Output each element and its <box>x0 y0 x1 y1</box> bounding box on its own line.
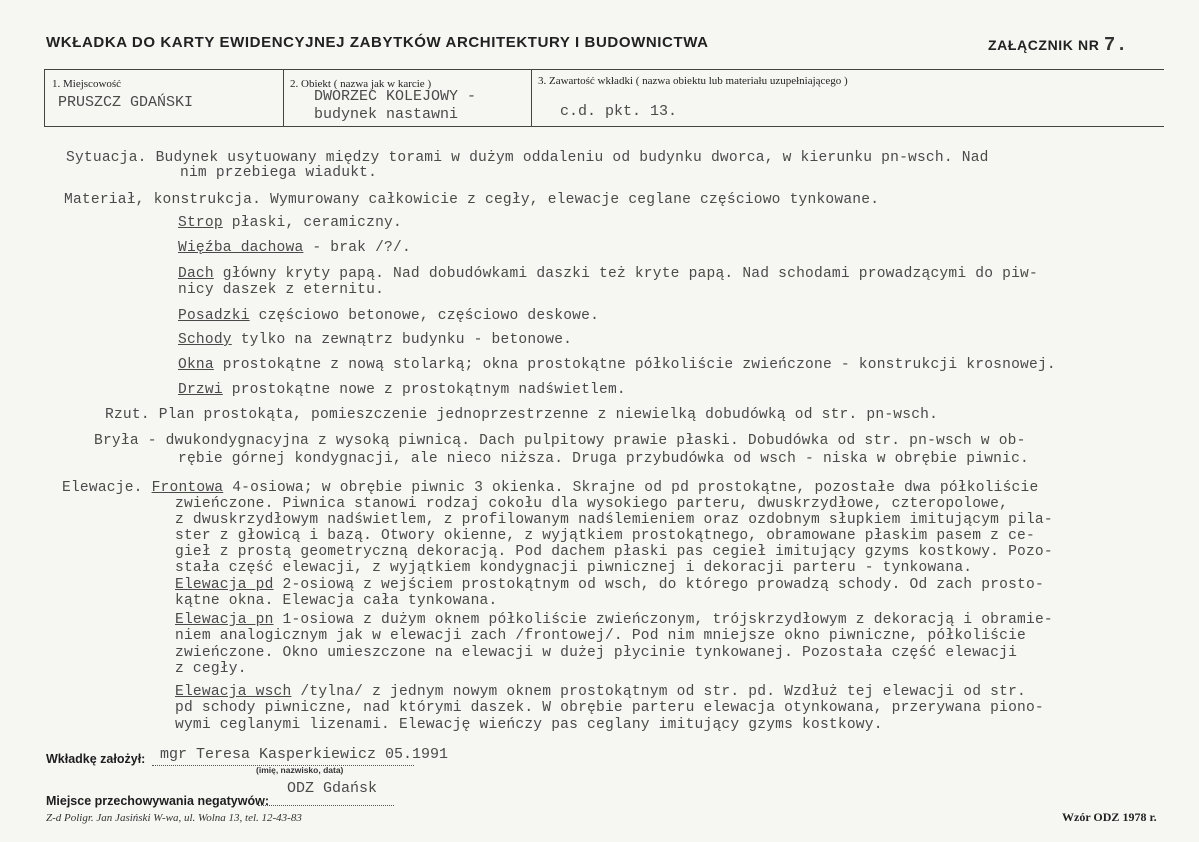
body-line: Elewacje. Frontowa 4-osiowa; w obrębie piwnic 3 okienka. Skrajne od pd prostokątne, pozostałe dwa półkoliście <box>62 480 1039 496</box>
body-line: Elewacja pd 2-osiową z wejściem prostokątnym od wsch, do którego prowadzą schody. Od zach prosto- <box>175 577 1044 593</box>
body-line: nim przebiega wiadukt. <box>180 165 378 181</box>
body-line: niem analogicznym jak w elewacji zach /frontowej/. Pod nim mniejsze okno piwniczne, półkoliście <box>175 628 1026 644</box>
body-line: Sytuacja. Budynek usytuowany między torami w dużym oddaleniu od budynku dworca, w kierunku pn-wsch. Nad <box>66 150 989 166</box>
subheading-okna: Okna <box>178 357 214 373</box>
printer-note: Z-d Poligr. Jan Jasiński W-wa, ul. Wolna 13, tel. 12-43-83 <box>46 812 302 824</box>
field-content-label: 3. Zawartość wkładki ( nazwa obiektu lub materiału uzupełniającego ) <box>538 75 848 87</box>
body-line: Strop płaski, ceramiczny. <box>178 215 402 231</box>
storage-value: ODZ Gdańsk <box>287 780 378 797</box>
body-line: Elewacja pn 1-osiowa z dużym oknem półkoliście zwieńczonym, trójskrzydłowym z dekoracją i obramie- <box>175 612 1053 628</box>
author-label: Wkładkę założył: <box>46 752 146 766</box>
body-line: z dwuskrzydłowym nadświetlem, z profilowanym nadślemieniem oraz ozdobnym słupkiem imitującym pila- <box>175 512 1053 528</box>
subheading-dach: Dach <box>178 266 214 282</box>
subheading-wiezba: Więźba dachowa <box>178 240 304 256</box>
body-line: z cegły. <box>175 661 247 677</box>
subheading-elewacja-pd: Elewacja pd <box>175 577 274 593</box>
body-line: kątne okna. Elewacja cała tynkowana. <box>175 593 498 609</box>
card-title: WKŁADKA DO KARTY EWIDENCYJNEJ ZABYTKÓW ARCHITEKTURY I BUDOWNICTWA <box>46 34 709 51</box>
body-line: Drzwi prostokątne nowe z prostokątnym nadświetlem. <box>178 382 626 398</box>
body-line: Elewacja wsch /tylna/ z jednym nowym oknem prostokątnym od str. pd. Wzdłuż tej elewacji od str. <box>175 684 1026 700</box>
subheading-strop: Strop <box>178 215 223 231</box>
body-line: Dach główny kryty papą. Nad dobudówkami daszki też kryte papą. Nad schodami prowadzącymi do piw- <box>178 266 1038 282</box>
box-bottom-border <box>44 126 1164 127</box>
annex-number: 7. <box>1103 34 1128 56</box>
body-line: Posadzki częściowo betonowe, częściowo deskowe. <box>178 308 600 324</box>
subheading-posadzki: Posadzki <box>178 308 250 324</box>
body-line: gieł z prostą geometryczną dekoracją. Pod dachem płaski pas cegieł imitujący gzyms kostkowy. Pozo- <box>175 544 1053 560</box>
field-content-value: c.d. pkt. 13. <box>560 103 678 120</box>
subheading-elewacja-pn: Elewacja pn <box>175 612 274 628</box>
body-line: Materiał, konstrukcja. Wymurowany całkowicie z cegły, elewacje ceglane częściowo tynkowane. <box>64 192 880 208</box>
form-pattern: Wzór ODZ 1978 r. <box>1062 810 1157 824</box>
body-line: nicy daszek z eternitu. <box>178 282 385 298</box>
body-line: Rzut. Plan prostokąta, pomieszczenie jednoprzestrzenne z niewielką dobudówką od str. pn-wsch. <box>105 407 939 423</box>
subheading-drzwi: Drzwi <box>178 382 223 398</box>
storage-label: Miejsce przechowywania negatywów: <box>46 794 269 808</box>
storage-dotted-line <box>258 805 394 806</box>
body-line: stała część elewacji, z wyjątkiem kondygnacji piwnicznej i dekoracji parteru - tynkowana. <box>175 560 973 576</box>
field-object-value-line2: budynek nastawni <box>314 106 459 123</box>
box-left-border <box>44 69 45 127</box>
body-line: pd schody piwniczne, nad którymi daszek. W obrębie parteru elewacja otynkowana, przerywana piono- <box>175 700 1044 716</box>
box-divider-1 <box>283 69 284 127</box>
body-line: ster z głowicą i bazą. Otwory okienne, z wyjątkiem prostokątnego, obramowane płaskim pasem z ce- <box>175 528 1035 544</box>
body-line: rębie górnej kondygnacji, ale nieco niższa. Druga przybudówka od wsch - niska w obrębie piwnic. <box>178 451 1029 467</box>
subheading-schody: Schody <box>178 332 232 348</box>
field-place-label: 1. Miejscowość <box>52 78 122 90</box>
body-line: zwieńczone. Piwnica stanowi rodzaj cokołu dla wysokiego parteru, dwuskrzydłowe, czteropolowe, <box>175 496 1009 512</box>
annex-text: ZAŁĄCZNIK NR <box>988 37 1100 53</box>
subheading-elewacja-wsch: Elewacja wsch <box>175 684 292 700</box>
field-place-value: PRUSZCZ GDAŃSKI <box>58 94 194 111</box>
body-line: zwieńczone. Okno umieszczone na elewacji w dużej płycinie tynkowanej. Pozostała część elewacji <box>175 645 1018 661</box>
annex-label <box>988 34 1128 56</box>
body-line: Bryła - dwukondygnacyjna z wysoką piwnicą. Dach pulpitowy prawie płaski. Dobudówka od str. pn-wsch w ob- <box>94 433 1026 449</box>
field-object-label: 2. Obiekt ( nazwa jak w karcie ) <box>290 78 432 90</box>
author-value: mgr Teresa Kasperkiewicz 05.1991 <box>160 746 449 763</box>
body-line: wymi ceglanymi lizenami. Elewację wieńczy pas ceglany imitujący gzyms kostkowy. <box>175 717 883 733</box>
box-top-border <box>44 69 1164 70</box>
box-divider-2 <box>531 69 532 127</box>
author-hint: (imię, nazwisko, data) <box>256 765 344 775</box>
subheading-frontowa: Frontowa <box>151 480 224 496</box>
body-line: Okna prostokątne z nową stolarką; okna prostokątne półkoliście zwieńczone - konstrukcji krosnowej. <box>178 357 1056 373</box>
body-line: Schody tylko na zewnątrz budynku - betonowe. <box>178 332 573 348</box>
body-line: Więźba dachowa - brak /?/. <box>178 240 411 256</box>
field-object-value-line1: DWORZEC KOLEJOWY - <box>314 88 477 105</box>
